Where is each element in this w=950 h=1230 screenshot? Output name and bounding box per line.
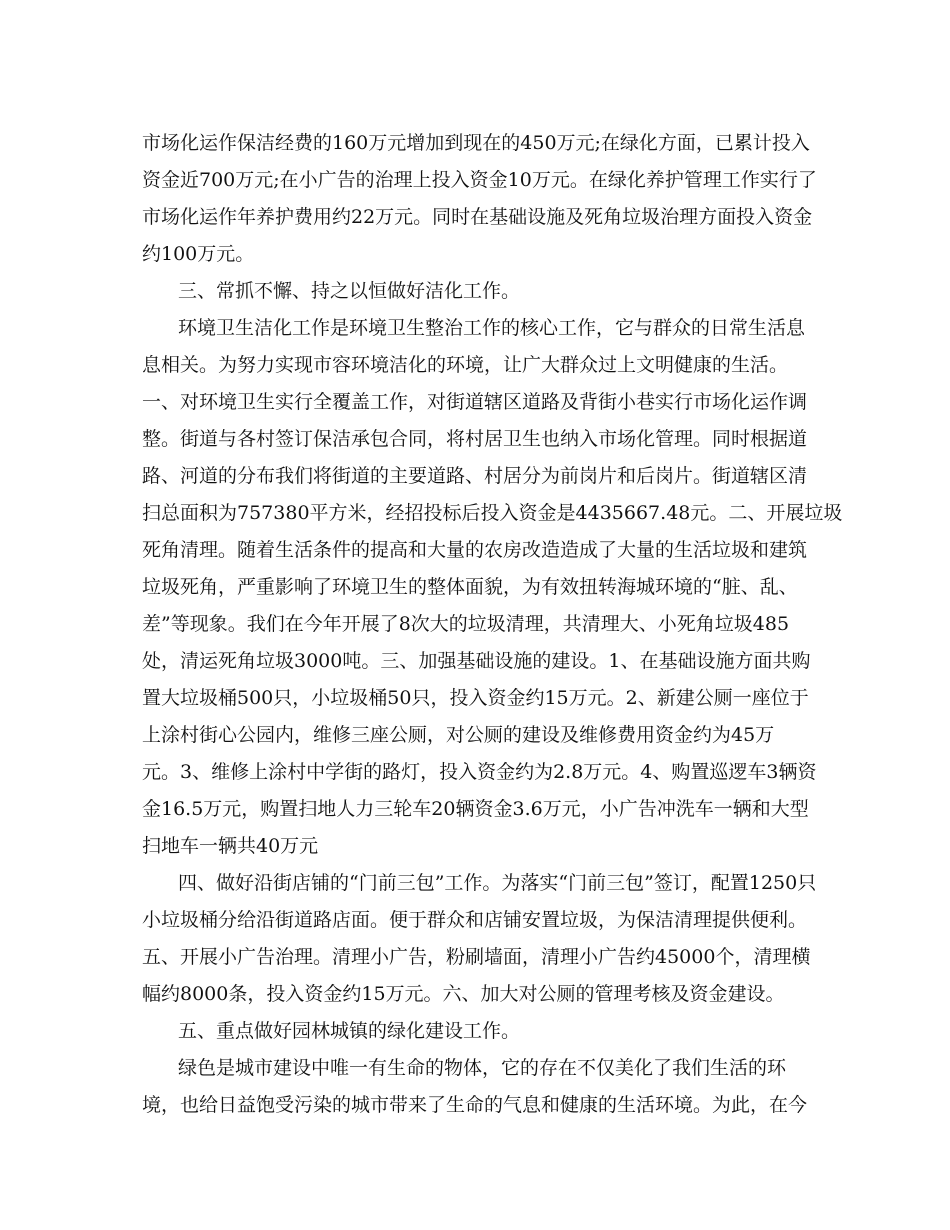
section-heading: 四、做好沿街店铺的“门前三包”工作。为落实“门前三包”签订，配置1250只 — [178, 872, 817, 894]
section-heading: 三、常抓不懈、持之以恒做好洁化工作。 — [178, 280, 521, 302]
text-line: 置大垃圾桶500只，小垃圾桶50只，投入资金约15万元。2、新建公厕一座位于 — [142, 687, 809, 709]
text-line: 息相关。为努力实现市容环境洁化的环境，让广大群众过上文明健康的生活。 — [142, 354, 789, 376]
text-line: 处，清运死角垃圾3000吨。三、加强基础设施的建设。1、在基础设施方面共购 — [142, 650, 811, 672]
text-line: 绿色是城市建设中唯一有生命的物体，它的存在不仅美化了我们生活的环 — [178, 1057, 787, 1079]
text-line: 路、河道的分布我们将街道的主要道路、村居分为前岗片和后岗片。街道辖区清 — [142, 465, 808, 487]
text-line: 垃圾死角，严重影响了环境卫生的整体面貌，为有效扭转海城环境的“脏、乱、 — [142, 576, 798, 598]
text-line: 死角清理。随着生活条件的提高和大量的农房改造造成了大量的生活垃圾和建筑 — [142, 539, 808, 561]
text-line: 元。3、维修上涂村中学街的路灯，投入资金约为2.8万元。4、购置巡逻车3辆资 — [142, 761, 817, 783]
text-line: 资金近700万元;在小广告的治理上投入资金10万元。在绿化养护管理工作实行了 — [142, 169, 817, 191]
text-line: 市场化运作保洁经费的160万元增加到现在的450万元;在绿化方面，已累计投入 — [142, 132, 810, 154]
text-line: 小垃圾桶分给沿街道路店面。便于群众和店铺安置垃圾，为保洁清理提供便利。 — [142, 909, 808, 931]
text-line: 差”等现象。我们在今年开展了8次大的垃圾清理，共清理大、小死角垃圾485 — [142, 613, 790, 635]
text-line: 环境卫生洁化工作是环境卫生整治工作的核心工作，它与群众的日常生活息 — [178, 317, 806, 339]
text-line: 一、对环境卫生实行全覆盖工作，对街道辖区道路及背街小巷实行市场化运作调 — [142, 391, 808, 413]
text-line: 幅约8000条，投入资金约15万元。六、加大对公厕的管理考核及资金建设。 — [142, 983, 785, 1005]
text-line: 上涂村街心公园内，维修三座公厕，对公厕的建设及维修费用资金约为45万 — [142, 724, 775, 746]
text-line: 五、开展小广告治理。清理小广告，粉刷墙面，清理小广告约45000个，清理横 — [142, 946, 811, 968]
text-line: 扫总面积为757380平方米，经招投标后投入资金是4435667.48元。二、开展垃圾 — [142, 502, 843, 524]
section-heading: 五、重点做好园林城镇的绿化建设工作。 — [178, 1020, 521, 1042]
text-line: 境，也给日益饱受污染的城市带来了生命的气息和健康的生活环境。为此，在今 — [142, 1094, 808, 1116]
text-line: 市场化运作年养护费用约22万元。同时在基础设施及死角垃圾治理方面投入资金 — [142, 206, 813, 228]
text-line: 扫地车一辆共40万元 — [142, 835, 319, 857]
text-line: 约100万元。 — [142, 243, 255, 265]
text-line: 整。街道与各村签订保洁承包合同，将村居卫生也纳入市场化管理。同时根据道 — [142, 428, 808, 450]
text-line: 金16.5万元，购置扫地人力三轮车20辆资金3.6万元，小广告冲洗车一辆和大型 — [142, 798, 809, 820]
